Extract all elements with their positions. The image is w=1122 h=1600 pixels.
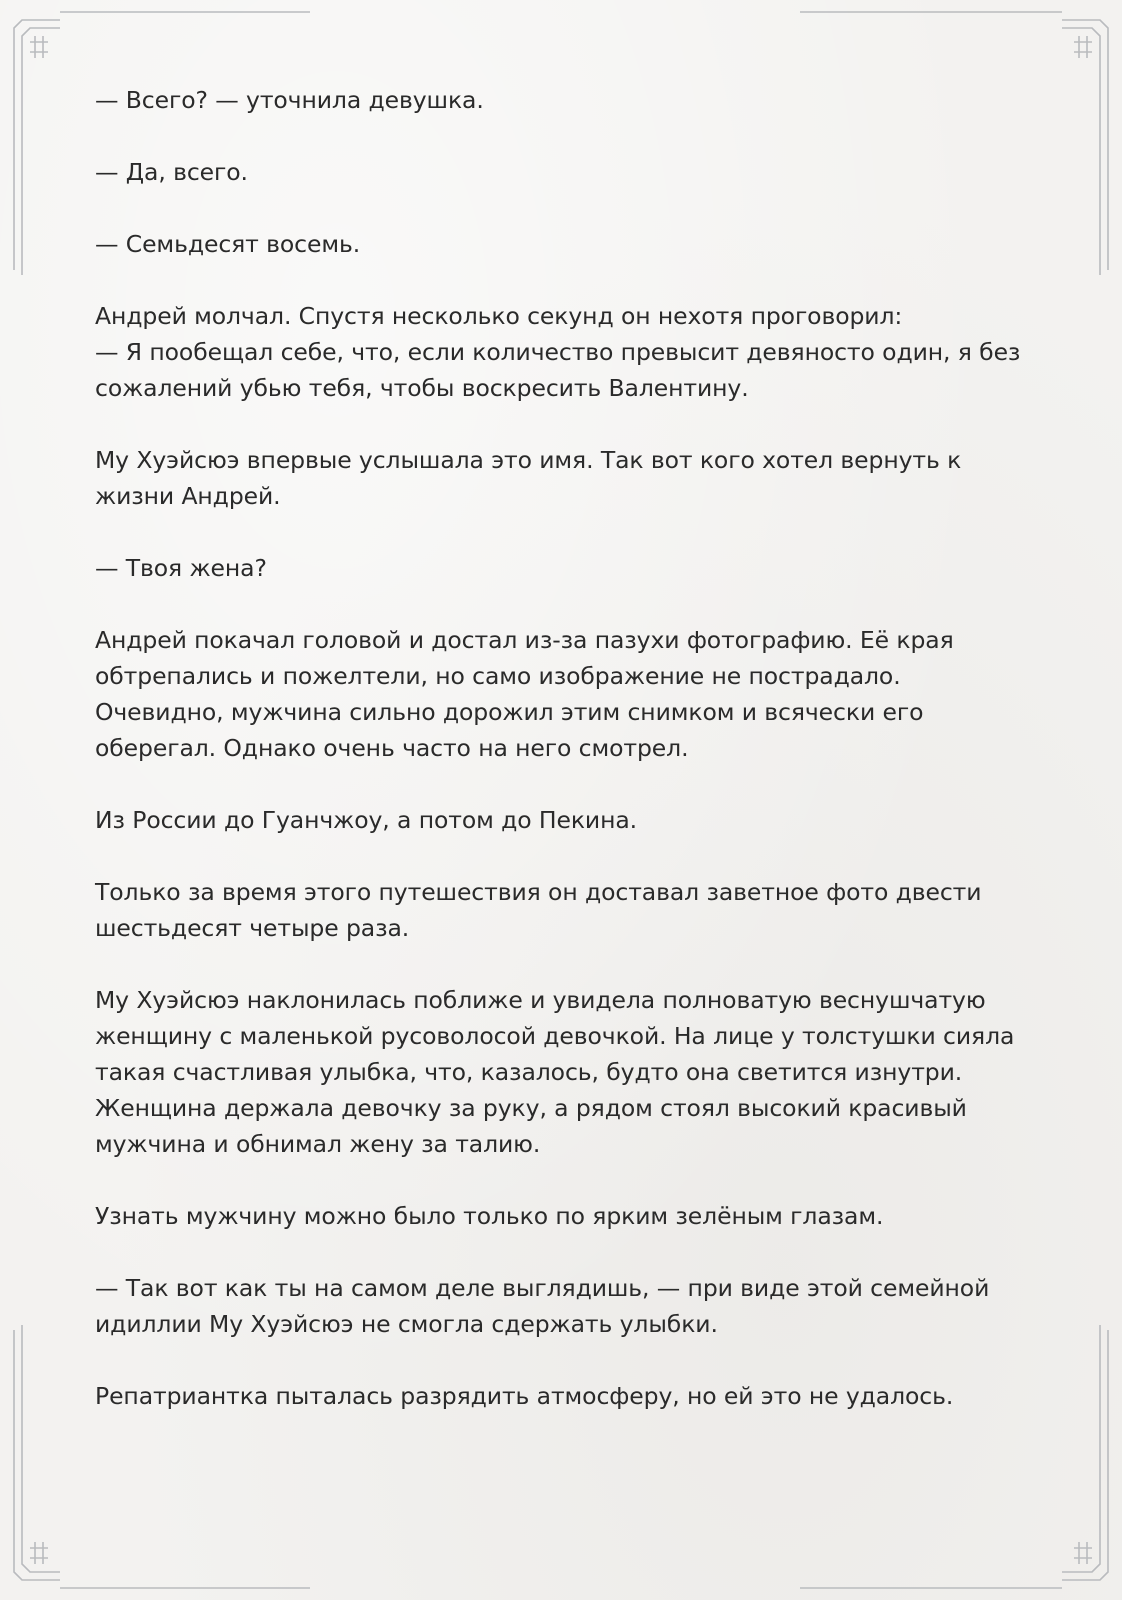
paragraph: Му Хуэйсюэ наклонилась поближе и увидела полноватую веснушчатую женщину с маленькой русоволосой девочкой. На лице у толстушки сияла такая счастливая улыбка, что, казалось, будто она светится изнутри. Женщина держала девочку за руку, а рядом стоял высокий красивый мужчина и обнимал жену за талию.	[95, 986, 1015, 1158]
paragraph: — Я пообещал себе, что, если количество превысит девяносто один, я без сожалений убью тебя, чтобы воскресить Валентину.	[95, 338, 1021, 402]
paragraph: Репатриантка пыталась разрядить атмосферу, но ей это не удалось.	[95, 1382, 954, 1410]
paragraph: — Да, всего.	[95, 158, 248, 186]
paragraph: Узнать мужчину можно было только по ярким зелёным глазам.	[95, 1202, 884, 1230]
paragraph: — Семьдесят восемь.	[95, 230, 361, 258]
paragraph: Только за время этого путешествия он доставал заветное фото двести шестьдесят четыре раза.	[95, 878, 982, 942]
paragraph: — Твоя жена?	[95, 554, 267, 582]
paragraph: Му Хуэйсюэ впервые услышала это имя. Так вот кого хотел вернуть к жизни Андрей.	[95, 446, 962, 510]
paragraph: Андрей покачал головой и достал из-за пазухи фотографию. Её края обтрепались и пожелтели, но само изображение не пострадало. Очевидно, мужчина сильно дорожил этим снимком и всячески его оберегал. Однако очень часто на него смотрел.	[95, 626, 954, 762]
story-text	[95, 82, 1030, 1450]
paragraph: Из России до Гуанчжоу, а потом до Пекина.	[95, 806, 638, 834]
paragraph: Андрей молчал. Спустя несколько секунд он нехотя проговорил:	[95, 302, 903, 330]
paragraph: — Так вот как ты на самом деле выглядишь, — при виде этой семейной идиллии Му Хуэйсюэ не смогла сдержать улыбки.	[95, 1274, 990, 1338]
paragraph: — Всего? — уточнила девушка.	[95, 86, 484, 114]
